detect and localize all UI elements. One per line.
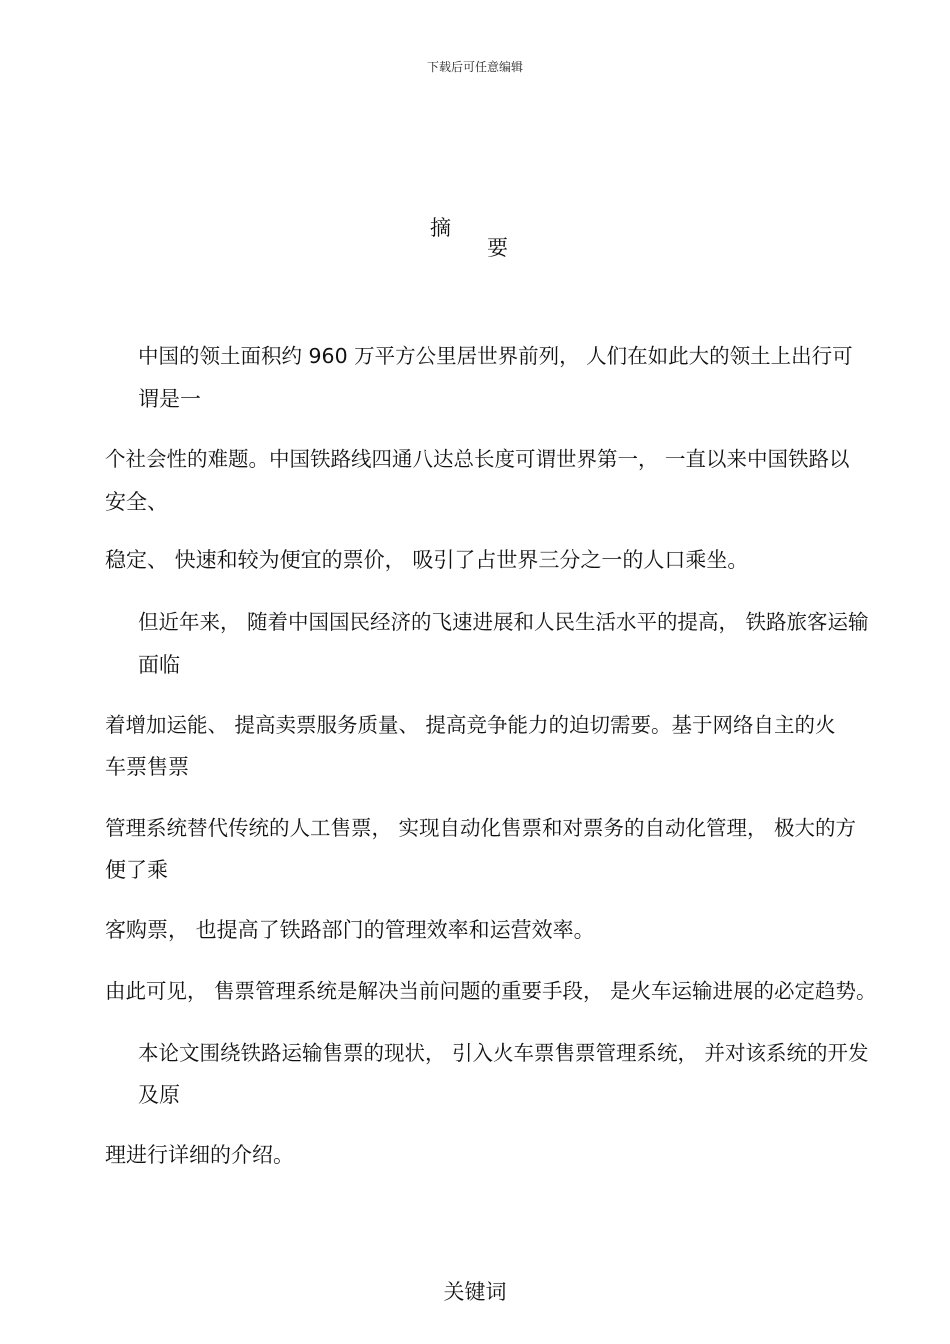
paragraph-2-line-1: 个社会性的难题。中国铁路线四通八达总长度可谓世界第一， 一直以来中国铁路以	[105, 447, 850, 471]
paragraph-4-line-1: 但近年来， 随着中国国民经济的飞速进展和人民生活水平的提高， 铁路旅客运输	[138, 610, 869, 634]
paragraph-6-line-2: 便了乘	[105, 858, 168, 882]
paragraph-9-line-1: 本论文围绕铁路运输售票的现状， 引入火车票售票管理系统， 并对该系统的开发	[138, 1041, 869, 1065]
paragraph-8-line-1: 由此可见， 售票管理系统是解决当前问题的重要手段， 是火车运输进展的必定趋势。	[105, 979, 877, 1003]
header-note: 下载后可任意编辑	[426, 60, 523, 74]
paragraph-7-line-1: 客购票， 也提高了铁路部门的管理效率和运营效率。	[105, 918, 595, 942]
paragraph-9-line-2: 及原	[138, 1083, 180, 1107]
paragraph-10-line-1: 理进行详细的介绍。	[105, 1143, 294, 1167]
paragraph-6-line-1: 管理系统替代传统的人工售票， 实现自动化售票和对票务的自动化管理， 极大的方	[105, 816, 857, 840]
paragraph-1-line-2: 谓是一	[138, 387, 201, 411]
title-char-2: 要	[487, 236, 508, 260]
paragraph-2-line-2: 安全、	[105, 490, 168, 514]
paragraph-4-line-2: 面临	[138, 653, 180, 677]
title-char-1: 摘	[430, 216, 451, 240]
paragraph-5-line-2: 车票售票	[105, 755, 189, 779]
paragraph-5-line-1: 着增加运能、 提高卖票服务质量、 提高竞争能力的迫切需要。基于网络自主的火	[105, 713, 836, 737]
paragraph-1-line-1: 中国的领土面积约 960 万平方公里居世界前列， 人们在如此大的领土上出行可	[138, 344, 853, 368]
keywords-heading: 关键词	[443, 1280, 507, 1304]
paragraph-3-line-1: 稳定、 快速和较为便宜的票价， 吸引了占世界三分之一的人口乘坐。	[105, 548, 749, 572]
